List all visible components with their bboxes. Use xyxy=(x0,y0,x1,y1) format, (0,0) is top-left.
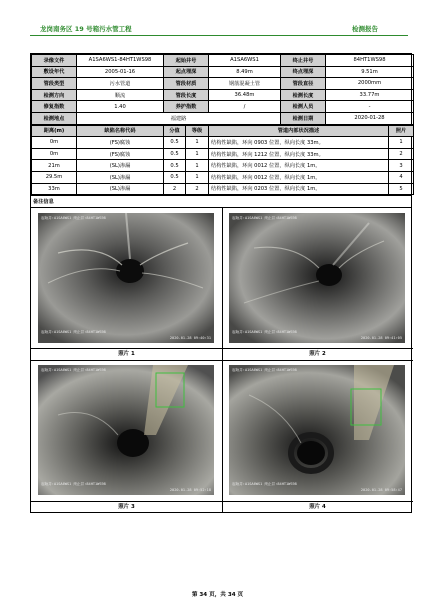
defect-grade: 1 xyxy=(186,160,209,172)
location-value: 福建路 xyxy=(77,112,281,124)
defect-distance: 21m xyxy=(32,160,77,172)
defect-photo: 5 xyxy=(389,183,414,195)
info-row xyxy=(32,78,414,90)
defect-distance: 29.5m xyxy=(32,171,77,183)
defect-photo: 4 xyxy=(389,171,414,183)
photo-caption: 照片 2 xyxy=(309,351,326,358)
defect-table xyxy=(31,125,414,196)
defect-code: (SL)渗漏 xyxy=(77,160,164,172)
photo-osd-bottom-left: 起始井:A1SA6WS1 终止井:84HT1WS98 xyxy=(41,330,106,335)
project-title: 龙岗南务区 19 号箱污水管工程 xyxy=(40,25,132,33)
col-header-score: 分值 xyxy=(164,125,186,137)
photo-osd-timestamp: 2020-01-28 09:40:31 xyxy=(169,336,211,341)
col-header-photo: 照片 xyxy=(389,125,414,137)
table-row xyxy=(32,171,414,183)
photo-osd-top: 起始井:A1SA6WS1 终止井:84HT1WS98 xyxy=(232,368,297,373)
col-header-code: 缺陷名称代码 xyxy=(77,125,164,137)
defect-description: 结构性缺陷，环向 0012 位置，纵向长度 1m。 xyxy=(209,171,389,183)
defect-score: 2 xyxy=(164,183,186,195)
photo-osd-top: 起始井:A1SA6WS1 终止井:84HT1WS98 xyxy=(232,216,297,221)
info-table xyxy=(31,54,414,125)
photo-osd-timestamp: 2020-01-28 09:41:05 xyxy=(360,336,402,341)
info-label: 检测长度 xyxy=(281,89,326,101)
pipe-photo-1[interactable] xyxy=(38,213,214,343)
photo-osd-bottom-left: 起始井:A1SA6WS1 终止井:84HT1WS98 xyxy=(232,482,297,487)
info-row xyxy=(32,89,414,101)
info-label: 终点埋深 xyxy=(281,66,326,78)
info-row xyxy=(32,101,414,113)
header-rule xyxy=(30,35,408,36)
info-label: 管段长度 xyxy=(164,89,209,101)
defect-score: 0.5 xyxy=(164,160,186,172)
info-label: 起点埋深 xyxy=(164,66,209,78)
table-row xyxy=(32,183,414,195)
info-label: 敷设年代 xyxy=(32,66,77,78)
page-header xyxy=(30,24,408,36)
info-value: 1.40 xyxy=(77,101,164,113)
defect-photo: 1 xyxy=(389,137,414,149)
col-header-distance: 距离(m) xyxy=(32,125,77,137)
notes-label: 备注信息 xyxy=(33,199,54,206)
defect-score: 0.5 xyxy=(164,171,186,183)
defect-score: 0.5 xyxy=(164,148,186,160)
info-value: 钢筋混凝土管 xyxy=(209,78,281,90)
photo-osd-timestamp: 2020-01-28 09:58:47 xyxy=(360,488,402,493)
col-header-grade: 等级 xyxy=(186,125,209,137)
info-value: A1SA6WS1-84HT1WS98 xyxy=(77,55,164,67)
info-row xyxy=(32,66,414,78)
defect-distance: 33m xyxy=(32,183,77,195)
report-sheet xyxy=(30,53,412,513)
info-row xyxy=(32,55,414,67)
location-label: 检测地点 xyxy=(32,112,77,124)
defect-score: 0.5 xyxy=(164,137,186,149)
info-label: 起始井号 xyxy=(164,55,209,67)
defect-description: 结构性缺陷，环向 0012 位置，纵向长度 1m。 xyxy=(209,160,389,172)
info-label: 录像文件 xyxy=(32,55,77,67)
info-value: 33.77m xyxy=(326,89,414,101)
info-value: 污水管道 xyxy=(77,78,164,90)
defect-code: (SL)渗漏 xyxy=(77,183,164,195)
photo-osd-bottom-left: 起始井:A1SA6WS1 终止井:84HT1WS98 xyxy=(41,482,106,487)
photo-osd-bottom-left: 起始井:A1SA6WS1 终止井:84HT1WS98 xyxy=(232,330,297,335)
defect-description: 结构性缺陷，环向 1212 位置，纵向长度 33m。 xyxy=(209,148,389,160)
pipe-photo-2[interactable] xyxy=(229,213,405,343)
info-value: 顺流 xyxy=(77,89,164,101)
defect-code: (FS)腐蚀 xyxy=(77,148,164,160)
col-header-description: 管道内部状况描述 xyxy=(209,125,389,137)
defect-grade: 1 xyxy=(186,137,209,149)
info-label: 管段类型 xyxy=(32,78,77,90)
defect-code: (FS)腐蚀 xyxy=(77,137,164,149)
table-row xyxy=(32,160,414,172)
photo-osd-top: 起始井:A1SA6WS1 终止井:84HT1WS98 xyxy=(41,368,106,373)
defect-distance: 0m xyxy=(32,148,77,160)
info-label: 管段材质 xyxy=(164,78,209,90)
date-value: 2020-01-28 xyxy=(326,112,414,124)
info-value: A1SA6WS1 xyxy=(209,55,281,67)
info-value: 2005-01-16 xyxy=(77,66,164,78)
defect-code: (SL)渗漏 xyxy=(77,171,164,183)
info-value: 84HT1WS98 xyxy=(326,55,414,67)
notes-row xyxy=(31,195,411,207)
photo-grid xyxy=(31,207,411,512)
info-label: 管段直径 xyxy=(281,78,326,90)
photo-caption: 照片 3 xyxy=(118,504,135,511)
info-label: 检测人员 xyxy=(281,101,326,113)
defect-photo: 2 xyxy=(389,148,414,160)
defect-grade: 2 xyxy=(186,183,209,195)
table-row xyxy=(32,148,414,160)
info-label: 终止井号 xyxy=(281,55,326,67)
defect-photo: 3 xyxy=(389,160,414,172)
info-value: 36.48m xyxy=(209,89,281,101)
info-value: 8.49m xyxy=(209,66,281,78)
defect-distance: 0m xyxy=(32,137,77,149)
date-label: 检测日期 xyxy=(281,112,326,124)
defect-grade: 1 xyxy=(186,148,209,160)
info-label: 养护指数 xyxy=(164,101,209,113)
defect-description: 结构性缺陷，环向 0203 位置，纵向长度 1m。 xyxy=(209,183,389,195)
report-title: 检测报告 xyxy=(352,25,378,33)
info-label: 修复指数 xyxy=(32,101,77,113)
info-value: 2000mm xyxy=(326,78,414,90)
photo-osd-top: 起始井:A1SA6WS1 终止井:84HT1WS98 xyxy=(41,216,106,221)
defect-header-row xyxy=(32,125,414,137)
info-value: 9.51m xyxy=(326,66,414,78)
photo-caption: 照片 4 xyxy=(309,504,326,511)
defect-description: 结构性缺陷，环向 0903 位置，纵向长度 33m。 xyxy=(209,137,389,149)
defect-grade: 1 xyxy=(186,171,209,183)
photo-divider xyxy=(31,360,413,361)
table-row xyxy=(32,137,414,149)
photo-caption: 照片 1 xyxy=(118,351,135,358)
photo-osd-timestamp: 2020-01-28 09:52:18 xyxy=(169,488,211,493)
page-number: 第 34 页，共 34 页 xyxy=(191,592,244,598)
pipe-photo-4[interactable] xyxy=(229,365,405,495)
location-row xyxy=(32,112,414,124)
info-label: 检测方向 xyxy=(32,89,77,101)
pipe-photo-3[interactable] xyxy=(38,365,214,495)
info-value: - xyxy=(326,101,414,113)
info-value: / xyxy=(209,101,281,113)
